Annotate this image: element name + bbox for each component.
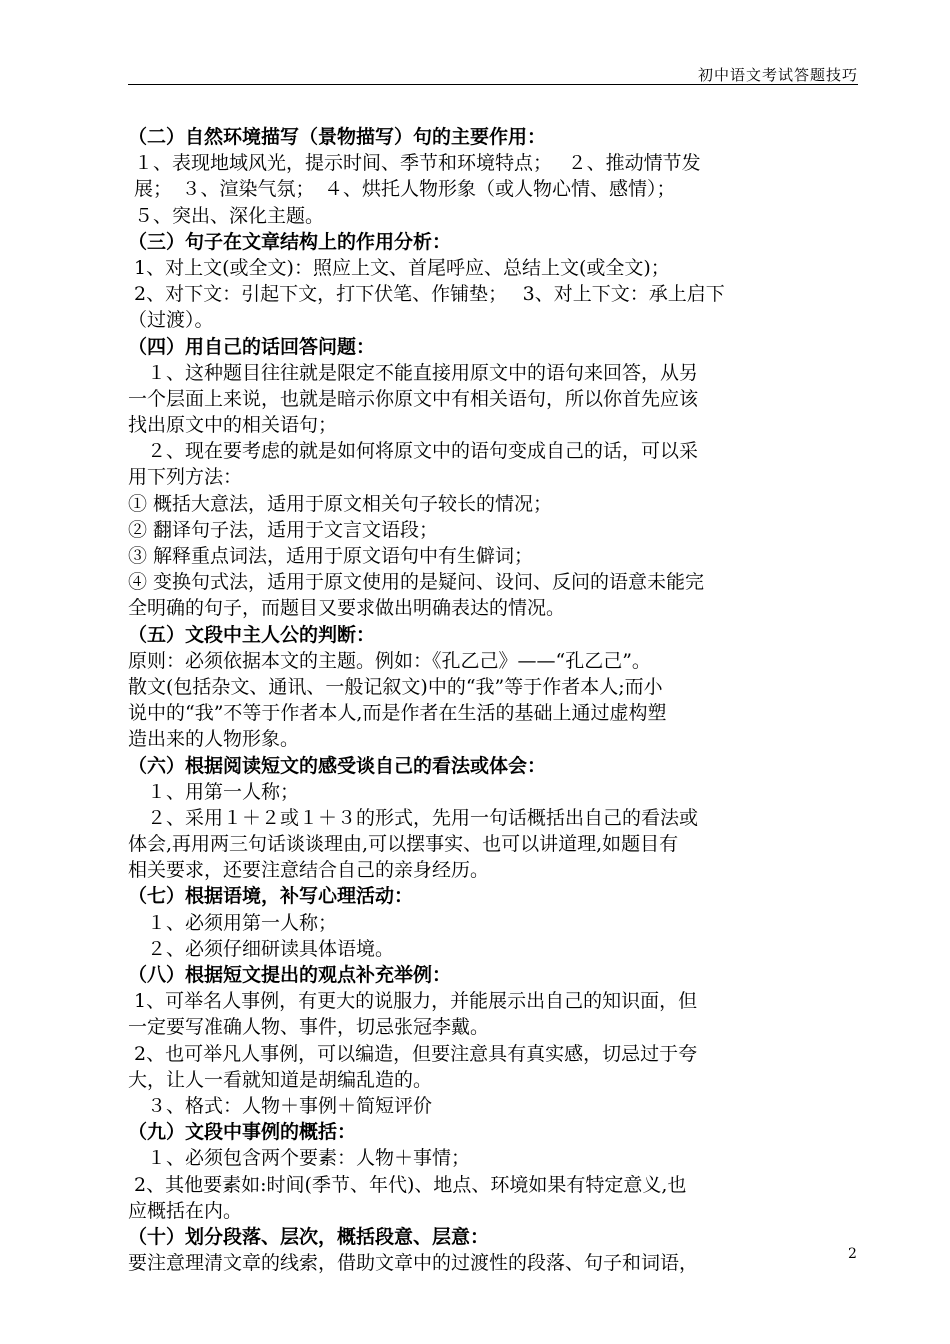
text-line: １、必须包含两个要素：人物＋事情； — [128, 1147, 471, 1170]
text-line: 大，让人一看就知道是胡编乱造的。 — [128, 1068, 433, 1091]
text-line: ５、突出、深化主题。 — [128, 204, 325, 227]
text-line: １、用第一人称； — [128, 780, 300, 803]
text-line: 一个层面上来说，也就是暗示你原文中有相关语句，所以你首先应该 — [128, 387, 699, 410]
text-line: ２、必须仔细研读具体语境。 — [128, 937, 395, 960]
text-line: 1、对上文(或全文)：照应上文、首尾呼应、总结上文(或全文)； — [128, 256, 670, 279]
section-heading: （二）自然环境描写（景物描写）句的主要作用： — [128, 126, 547, 148]
text-line: 散文(包括杂文、通讯、一般记叙文)中的“我”等于作者本人;而小 — [128, 675, 663, 698]
text-line: 一定要写准确人物、事件，切忌张冠李戴。 — [128, 1016, 490, 1039]
text-line: 1、可举名人事例，有更大的说服力，并能展示出自己的知识面，但 — [128, 990, 698, 1013]
text-line: ３、格式：人物＋事例＋简短评价 — [128, 1094, 433, 1117]
text-line: １、必须用第一人称； — [128, 911, 338, 934]
section-heading: （九）文段中事例的概括： — [128, 1121, 357, 1144]
section-heading: （十）划分段落、层次，概括段意、层意： — [128, 1225, 490, 1248]
text-line: 说中的“我”不等于作者本人,而是作者在生活的基础上通过虚构塑 — [128, 702, 667, 725]
text-line: ２、现在要考虑的就是如何将原文中的语句变成自己的话，可以采 — [128, 440, 699, 463]
text-line: 找出原文中的相关语句； — [128, 414, 338, 437]
page-header — [128, 62, 858, 85]
section-heading: （八）根据短文提出的观点补充举例： — [128, 964, 452, 986]
text-line: ① 概括大意法，适用于原文相关句子较长的情况； — [128, 492, 553, 515]
section-heading: （六）根据阅读短文的感受谈自己的看法或体会： — [128, 754, 547, 777]
section-heading: （五）文段中主人公的判断： — [128, 623, 376, 646]
section-heading: （三）句子在文章结构上的作用分析： — [128, 230, 452, 253]
text-line: ④ 变换句式法，适用于原文使用的是疑问、设问、反问的语意未能完 — [128, 571, 705, 594]
header-title: 初中语文考试答题技巧 — [697, 66, 858, 84]
section-heading: （七）根据语境，补写心理活动： — [128, 885, 414, 908]
text-line: 2、其他要素如:时间(季节、年代)、地点、环境如果有特定意义,也 — [128, 1173, 687, 1196]
text-line: 应概括在内。 — [128, 1199, 243, 1222]
text-line: 用下列方法： — [128, 466, 243, 489]
text-line: １、表现地域风光，提示时间、季节和环境特点； ２、推动情节发 — [128, 152, 701, 175]
text-line: 体会,再用两三句话谈谈理由,可以摆事实、也可以讲道理,如题目有 — [128, 833, 679, 856]
text-line: 要注意理清文章的线索，借助文章中的过渡性的段落、句子和词语， — [128, 1252, 699, 1275]
text-line: 原则：必须依据本文的主题。例如：《孔乙己》——“孔乙己”。 — [128, 649, 651, 672]
document-body — [128, 124, 800, 1276]
text-line: 相关要求，还要注意结合自己的亲身经历。 — [128, 859, 490, 882]
text-line: 全明确的句子，而题目又要求做出明确表达的情况。 — [128, 597, 566, 620]
text-line: 2、对下文：引起下文，打下伏笔、作铺垫； 3、对上下文：承上启下 — [128, 283, 725, 306]
text-line: 2、也可举凡人事例，可以编造，但要注意具有真实感，切忌过于夸 — [128, 1042, 698, 1065]
text-line: ③ 解释重点词法，适用于原文语句中有生僻词； — [128, 545, 534, 567]
section-heading: （四）用自己的话回答问题： — [128, 335, 376, 358]
text-line: 展； ３、渲染气氛； ４、烘托人物形象（或人物心情、感情）； — [128, 178, 676, 201]
text-line: ２、采用１＋２或１＋３的形式，先用一句话概括出自己的看法或 — [128, 806, 699, 829]
text-line: 造出来的人物形象。 — [128, 728, 300, 751]
text-line: （过渡）。 — [128, 309, 214, 332]
text-line: １、这种题目往往就是限定不能直接用原文中的语句来回答，从另 — [128, 361, 699, 384]
page-number: 2 — [848, 1246, 857, 1262]
text-line: ② 翻译句子法，适用于文言文语段； — [128, 518, 439, 541]
